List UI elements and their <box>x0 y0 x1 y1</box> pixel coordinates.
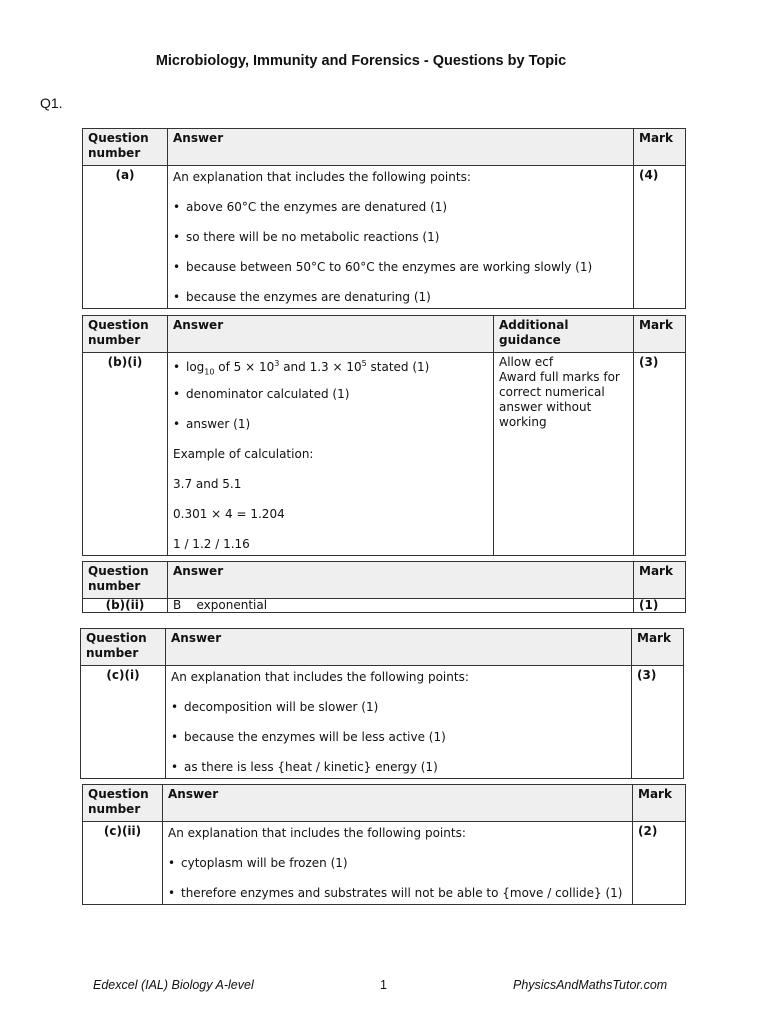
header-mark: Mark <box>634 562 686 599</box>
answer-point: • therefore enzymes and substrates will not be able to {move / collide} (1) <box>168 884 627 902</box>
calculation-step: 1 / 1.2 / 1.16 <box>173 537 250 551</box>
answer-cell <box>166 666 632 779</box>
answer-intro: An explanation that includes the following points: <box>171 670 469 684</box>
answer-cell: B exponential <box>168 599 634 613</box>
mark-cell: (1) <box>634 599 686 613</box>
question-number-cell: (a) <box>83 166 168 309</box>
page-title: Microbiology, Immunity and Forensics - Questions by Topic <box>155 53 567 69</box>
footer-website: PhysicsAndMathsTutor.com <box>513 978 668 992</box>
answer-point: • answer (1) <box>173 415 488 445</box>
question-number-cell: (c)(ii) <box>83 822 163 905</box>
mark-scheme-table-b-ii <box>82 561 686 613</box>
header-question-number: Question number <box>83 129 168 166</box>
header-question-number: Question number <box>81 629 166 666</box>
header-answer: Answer <box>166 629 632 666</box>
answer-point: • above 60°C the enzymes are denatured (1) <box>173 198 628 228</box>
header-mark: Mark <box>634 129 686 166</box>
answer-cell <box>163 822 633 905</box>
header-additional-guidance: Additional guidance <box>494 316 634 353</box>
question-number-cell: (b)(ii) <box>83 599 168 613</box>
answer-point: • decomposition will be slower (1) <box>171 698 626 728</box>
mark-scheme-table-b-i <box>82 315 686 556</box>
footer-exam-board: Edexcel (IAL) Biology A-level <box>93 978 254 992</box>
answer-point-log: • $\log_{10}$ of $5 \times 10^3$ and $1.3 \times 10^5$ stated (1) <box>173 355 488 385</box>
answer-point: • so there will be no metabolic reactions (1) <box>173 228 628 258</box>
header-answer: Answer <box>168 316 494 353</box>
calculation-step: 3.7 and 5.1 <box>173 477 242 491</box>
mark-cell: (3) <box>634 353 686 556</box>
question-number-cell: (c)(i) <box>81 666 166 779</box>
answer-cell <box>168 166 634 309</box>
header-mark: Mark <box>634 316 686 353</box>
header-answer: Answer <box>168 129 634 166</box>
footer-page-number: 1 <box>380 978 387 992</box>
mark-scheme-table-a <box>82 128 686 309</box>
mark-cell: (2) <box>633 822 686 905</box>
header-question-number: Question number <box>83 785 163 822</box>
answer-point: • because between 50°C to 60°C the enzymes are working slowly (1) <box>173 258 628 288</box>
header-mark: Mark <box>633 785 686 822</box>
mark-scheme-table-c-i <box>80 628 684 779</box>
mark-scheme-table-c-ii <box>82 784 686 905</box>
answer-point: • because the enzymes are denaturing (1) <box>173 288 628 306</box>
answer-intro: An explanation that includes the following points: <box>168 826 466 840</box>
question-number-cell: (b)(i) <box>83 353 168 556</box>
mark-cell: (4) <box>634 166 686 309</box>
answer-point: • as there is less {heat / kinetic} energy (1) <box>171 758 626 776</box>
answer-intro: An explanation that includes the following points: <box>173 170 471 184</box>
calculation-step: 0.301 × 4 = 1.204 <box>173 507 285 521</box>
answer-cell <box>168 353 494 556</box>
header-question-number: Question number <box>83 562 168 599</box>
header-question-number: Question number <box>83 316 168 353</box>
answer-point: • denominator calculated (1) <box>173 385 488 415</box>
answer-point: • cytoplasm will be frozen (1) <box>168 854 627 884</box>
calculation-heading: Example of calculation: <box>173 447 314 461</box>
mark-cell: (3) <box>632 666 684 779</box>
header-answer: Answer <box>168 562 634 599</box>
question-label: Q1. <box>40 95 63 111</box>
answer-point: • because the enzymes will be less active (1) <box>171 728 626 758</box>
header-mark: Mark <box>632 629 684 666</box>
guidance-cell: Allow ecf Award full marks for correct numerical answer without working <box>494 353 634 556</box>
header-answer: Answer <box>163 785 633 822</box>
